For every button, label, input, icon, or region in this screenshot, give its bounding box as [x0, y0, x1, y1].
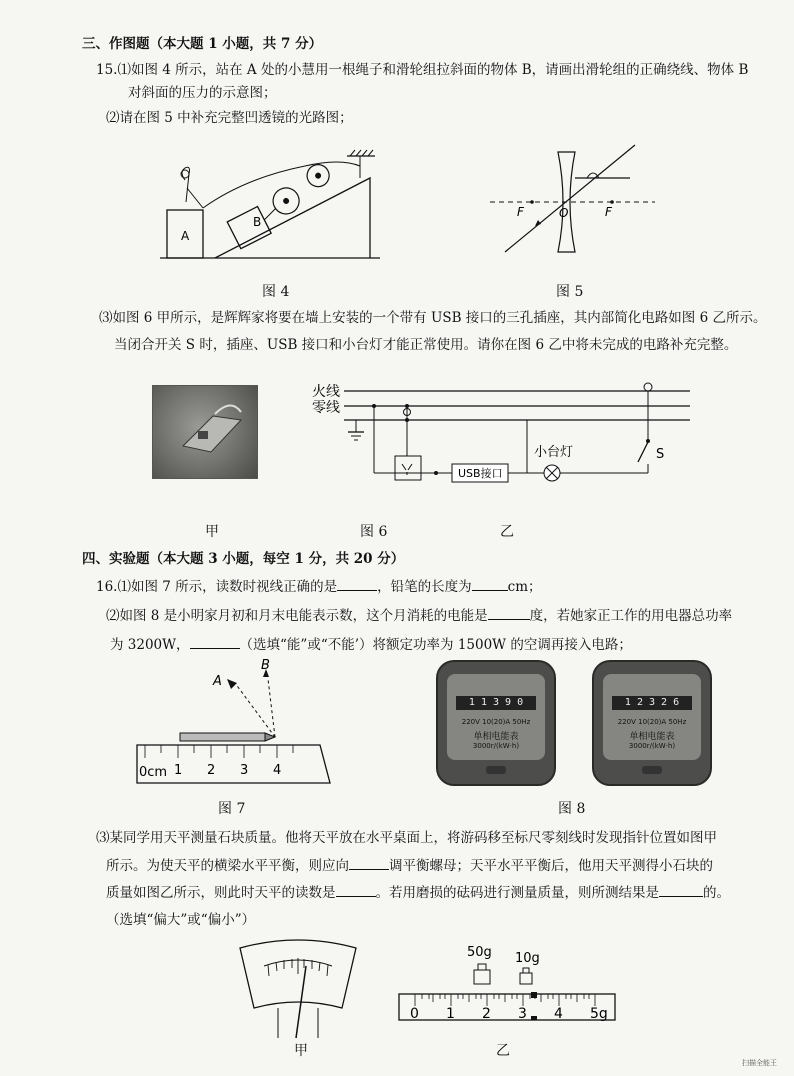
q15-3-line2: 当闭合开关 S 时，插座、USB 接口和小台灯才能正常使用。请你在图 6 乙中将未完成的电路补充完整。 [114, 337, 738, 353]
figure-jia-caption: 甲 [294, 1043, 308, 1059]
meter-1-rate: 3000r/(kW·h) [472, 742, 520, 750]
figure-4-caption: 图 4 [262, 284, 290, 300]
meter-2-digits: 1 2 3 2 6 [612, 696, 692, 710]
beam-scale-ticks [415, 994, 595, 1006]
meter-1-spec: 220V 10(20)A 50Hz [461, 718, 531, 726]
ruler-tick-3: 3 [240, 763, 249, 778]
figure-4-pulley-incline [155, 138, 385, 268]
q16-3-line2: 所示。为使天平的横梁水平平衡，则应向 调平衡螺母；天平水平平衡后，他用天平测得小石块的 [106, 858, 713, 874]
usb-label: USB接口 [458, 467, 503, 480]
meter-2-name: 单相电能表 [629, 732, 675, 742]
figure-7-caption: 图 7 [218, 801, 246, 817]
q15-3-line1: ⑶如图 6 甲所示，是辉辉家将要在墙上安装的一个带有 USB 接口的三孔插座，其内部简化电路如图 6 乙所示。 [99, 310, 767, 326]
weight-50g [474, 970, 490, 984]
figure-7-ruler [135, 655, 335, 785]
answer-blank-6[interactable] [336, 883, 376, 897]
figure-balance-beam-scale [395, 940, 620, 1030]
figure-8-meter-1 [436, 660, 556, 786]
figure-5-concave-lens [485, 140, 660, 260]
label-o: O [559, 206, 569, 220]
ruler-tick-0: 0cm [139, 765, 168, 780]
scale-tick-0: 0 [410, 1006, 419, 1022]
q16-3-line4: （选填“偏大”或“偏小”） [106, 912, 256, 928]
scale-tick-3: 3 [518, 1006, 527, 1022]
label-a: A [213, 674, 222, 689]
meter-1-digits: 1 1 3 9 0 [456, 696, 536, 710]
figure-6-circuit [312, 376, 697, 491]
answer-blank-5[interactable] [349, 856, 389, 870]
pencil [180, 733, 265, 741]
figure-6-caption-yi: 乙 [500, 524, 514, 540]
answer-blank-1[interactable] [337, 577, 377, 591]
three-hole-socket [395, 456, 421, 480]
label-b: B [253, 215, 262, 229]
figure-balance-pointer [238, 938, 358, 1038]
switch-label: S [656, 447, 665, 462]
figure-6-caption: 图 6 [360, 524, 388, 540]
lamp-label: 小台灯 [534, 445, 574, 460]
ruler-ticks [145, 745, 293, 758]
figure-8-meter-2 [592, 660, 712, 786]
figure-5-caption: 图 5 [556, 284, 584, 300]
q15-2: ⑵请在图 5 中补充完整凹透镜的光路图； [106, 110, 353, 126]
q16-2-line1: ⑵如图 8 是小明家月初和月末电能表示数，这个月消耗的电能是 度，若她家正工作的用电器总功率 [106, 608, 733, 624]
scanner-watermark: 扫描全能王 [742, 1059, 777, 1067]
q15-1-line1: 15.⑴如图 4 所示，站在 A 处的小慧用一根绳子和滑轮组拉斜面的物体 B，请画出滑轮组的正确绕线、物体 B [96, 62, 749, 78]
q16-3-line3: 质量如图乙所示，则此时天平的读数是 。若用磨损的砝码进行测量质量，则所测结果是 的。 [106, 885, 730, 901]
weight-50g-label: 50g [467, 945, 492, 960]
figure-yi-caption: 乙 [496, 1043, 510, 1059]
section3-title: 三、作图题（本大题 1 小题，共 7 分） [82, 36, 323, 52]
section4-title: 四、实验题（本大题 3 小题，每空 1 分，共 20 分） [82, 551, 405, 567]
answer-blank-4[interactable] [190, 635, 240, 649]
scale-tick-1: 1 [446, 1006, 455, 1022]
q16-3-line1: ⑶某同学用天平测量石块质量。他将天平放在水平桌面上，将游码移至标尺零刻线时发现指针位置如图甲 [96, 830, 717, 846]
figure-6-caption-jia: 甲 [205, 524, 219, 540]
q16-2-line2: 为 3200W， （选填“能”或“不能’）将额定功率为 1500W 的空调再接入电路； [110, 637, 632, 653]
scale-tick-5g: 5g [590, 1006, 608, 1022]
label-f-right: F [605, 205, 612, 219]
answer-blank-3[interactable] [488, 606, 530, 620]
meter-2-rate: 3000r/(kW·h) [628, 742, 676, 750]
live-wire-label: 火线 [312, 384, 340, 400]
meter-1-name: 单相电能表 [473, 732, 519, 742]
box-b [227, 207, 271, 249]
q16-1: 16.⑴如图 7 所示，读数时视线正确的是 ，铅笔的长度为 cm； [96, 579, 542, 595]
answer-blank-7[interactable] [659, 883, 703, 897]
answer-blank-2[interactable] [472, 577, 508, 591]
scale-tick-4: 4 [554, 1006, 563, 1022]
ruler-tick-1: 1 [174, 763, 183, 778]
switch-s [638, 442, 648, 462]
label-a: A [181, 229, 190, 243]
ruler-tick-4: 4 [273, 763, 282, 778]
scale-tick-2: 2 [482, 1006, 491, 1022]
ruler-tick-2: 2 [207, 763, 216, 778]
rider [531, 992, 537, 998]
figure-6-socket-photo [152, 385, 258, 479]
weight-10g-label: 10g [515, 951, 540, 966]
label-f-left: F [517, 205, 524, 219]
label-b: B [261, 658, 270, 673]
neutral-wire-label: 零线 [312, 400, 340, 416]
meter-2-spec: 220V 10(20)A 50Hz [617, 718, 687, 726]
figure-8-caption: 图 8 [558, 801, 586, 817]
q15-1-line2: 对斜面的压力的示意图； [128, 85, 277, 101]
weight-10g [520, 973, 532, 984]
